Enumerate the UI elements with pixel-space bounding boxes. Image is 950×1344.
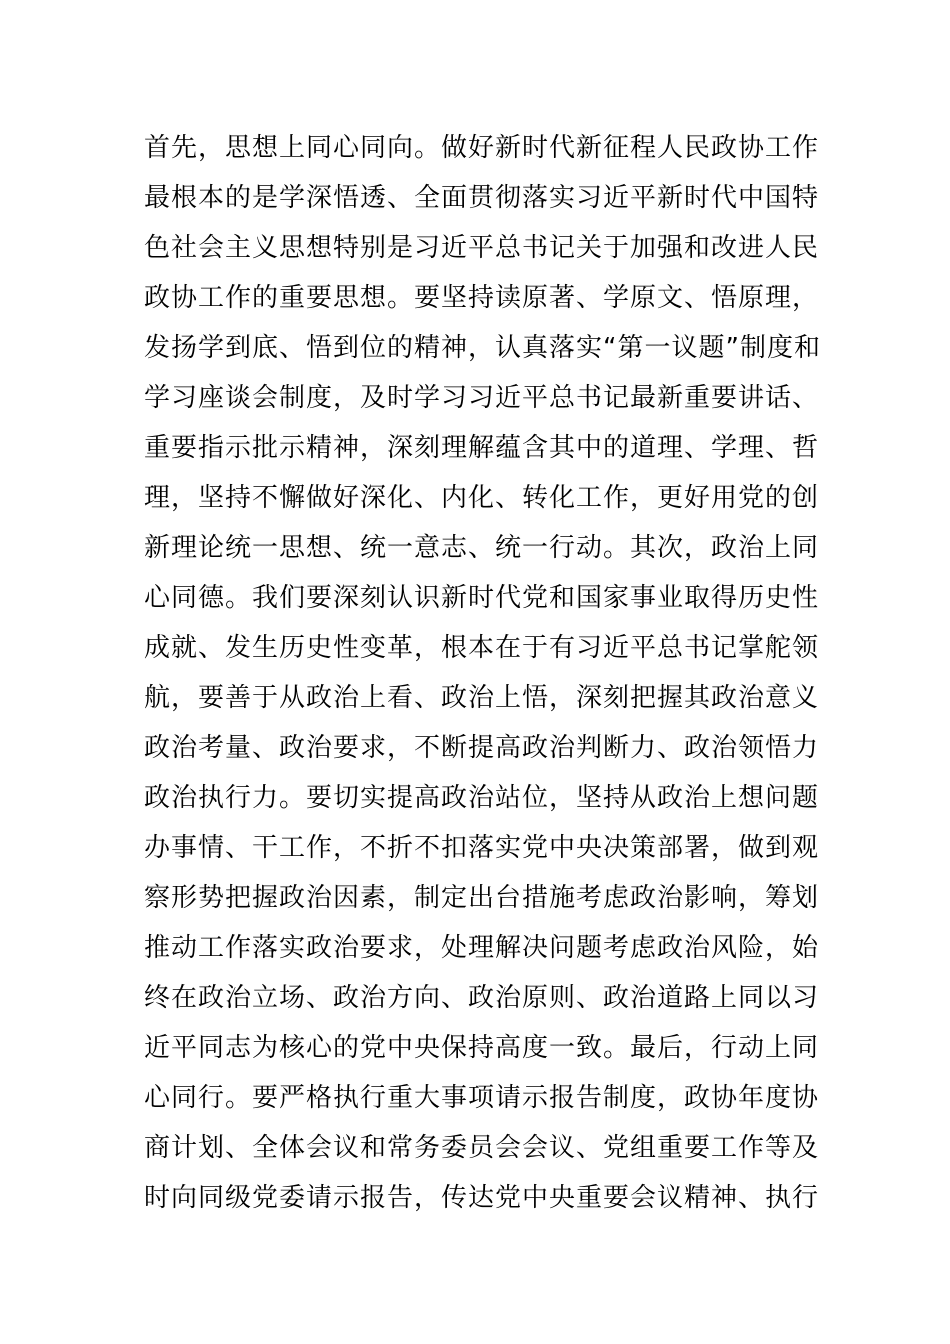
text-line: 近平同志为核心的党中央保持高度一致。最后，行动上同 (144, 1033, 820, 1063)
text-line: 政治执行力。要切实提高政治站位，坚持从政治上想问题 (144, 783, 820, 813)
text-line: 时向同级党委请示报告，传达党中央重要会议精神、执行 (144, 1183, 820, 1213)
text-line: 推动工作落实政治要求，处理解决问题考虑政治风险，始 (144, 933, 820, 963)
text-line: 察形势把握政治因素，制定出台措施考虑政治影响，筹划 (144, 883, 820, 913)
text-line: 重要指示批示精神，深刻理解蕴含其中的道理、学理、哲 (144, 433, 820, 463)
text-line: 发扬学到底、悟到位的精神，认真落实“第一议题”制度和 (144, 333, 821, 363)
text-line: 最根本的是学深悟透、全面贯彻落实习近平新时代中国特 (144, 183, 820, 213)
text-line: 心同行。要严格执行重大事项请示报告制度，政协年度协 (144, 1083, 820, 1113)
body-paragraph (144, 123, 821, 1223)
text-line: 终在政治立场、政治方向、政治原则、政治道路上同以习 (144, 983, 820, 1013)
text-line: 首先，思想上同心同向。做好新时代新征程人民政协工作 (144, 133, 820, 163)
text-line: 办事情、干工作，不折不扣落实党中央决策部署，做到观 (144, 833, 820, 863)
text-line: 商计划、全体会议和常务委员会会议、党组重要工作等及 (144, 1133, 820, 1163)
text-line: 政治考量、政治要求，不断提高政治判断力、政治领悟力 (144, 733, 820, 763)
text-line: 政协工作的重要思想。要坚持读原著、学原文、悟原理， (144, 283, 820, 313)
text-line: 航，要善于从政治上看、政治上悟，深刻把握其政治意义 (144, 683, 820, 713)
text-line: 心同德。我们要深刻认识新时代党和国家事业取得历史性 (144, 583, 820, 613)
text-line: 成就、发生历史性变革，根本在于有习近平总书记掌舵领 (144, 633, 820, 663)
text-line: 色社会主义思想特别是习近平总书记关于加强和改进人民 (144, 233, 820, 263)
text-line: 学习座谈会制度，及时学习习近平总书记最新重要讲话、 (144, 383, 820, 413)
text-line: 新理论统一思想、统一意志、统一行动。其次，政治上同 (144, 533, 820, 563)
text-line: 理，坚持不懈做好深化、内化、转化工作，更好用党的创 (144, 483, 820, 513)
